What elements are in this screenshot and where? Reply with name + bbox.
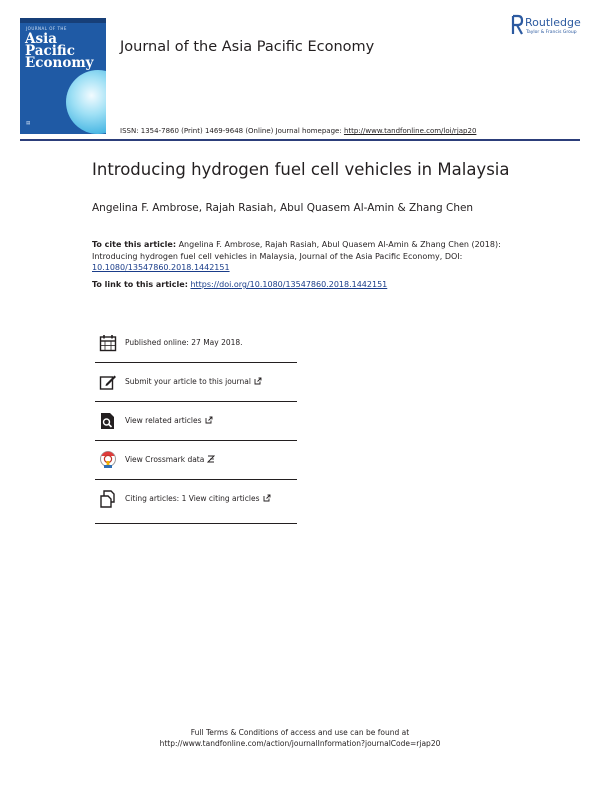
citing-articles-row[interactable]	[95, 479, 297, 524]
issn-text: ISSN: 1354-7860 (Print) 1469-9648 (Online) Journal homepage:	[120, 127, 344, 135]
article-doi-link[interactable]: https://doi.org/10.1080/13547860.2018.1442151	[190, 280, 388, 289]
routledge-logo-icon	[510, 14, 524, 36]
submit-article-row[interactable]	[95, 362, 297, 402]
article-title: Introducing hydrogen fuel cell vehicles in Malaysia	[92, 160, 510, 179]
footer-terms-link[interactable]: http://www.tandfonline.com/action/journalInformation?journalCode=rjap20	[159, 739, 441, 748]
related-articles-link[interactable]	[125, 416, 213, 425]
cover-top-bar	[20, 18, 106, 23]
journal-title: Journal of the Asia Pacific Economy	[120, 39, 375, 55]
external-link-icon	[205, 416, 213, 424]
crossmark-external-icon	[207, 455, 215, 463]
footer-line1: Full Terms & Conditions of access and use can be found at	[190, 728, 410, 737]
cover-globe-graphic	[66, 70, 106, 134]
citation-block	[92, 239, 502, 274]
issn-line	[120, 127, 476, 135]
external-link-icon	[263, 494, 271, 502]
published-online-row	[95, 323, 297, 363]
article-authors: Angelina F. Ambrose, Rajah Rasiah, Abul Quasem Al-Amin & Zhang Chen	[92, 202, 474, 214]
external-link-icon	[254, 377, 262, 385]
calendar-icon	[99, 334, 117, 352]
header-divider	[20, 139, 580, 141]
crossmark-row[interactable]	[95, 440, 297, 480]
submit-article-link[interactable]	[125, 377, 262, 386]
cover-name-line1: Asia Pacific	[25, 31, 75, 59]
cover-publisher-mark: ▤	[26, 121, 31, 126]
submit-article-label[interactable]: Submit your article to this journal	[125, 377, 251, 386]
crossmark-icon	[99, 451, 117, 469]
citing-articles-label[interactable]: Citing articles: 1 View citing articles	[125, 494, 260, 503]
journal-homepage-link[interactable]: http://www.tandfonline.com/loi/rjap20	[343, 127, 477, 135]
cover-name-line2: Economy	[25, 55, 94, 71]
cover-journal-name	[25, 33, 105, 69]
search-document-icon	[99, 412, 117, 430]
copy-documents-icon	[99, 490, 117, 508]
cite-doi-link[interactable]: 10.1080/13547860.2018.1442151	[92, 263, 230, 272]
related-articles-label[interactable]: View related articles	[125, 416, 202, 425]
publisher-name: Routledge	[525, 16, 581, 29]
terms-footer	[0, 727, 600, 749]
article-link-line	[92, 280, 387, 289]
cite-label: To cite this article:	[92, 240, 177, 249]
crossmark-link[interactable]	[125, 455, 215, 464]
publisher-subtitle: Taylor & Francis Group	[526, 30, 577, 35]
related-articles-row[interactable]	[95, 401, 297, 441]
cite-text: Angelina F. Ambrose, Rajah Rasiah, Abul Quasem Al-Amin & Zhang Chen (2018): Introducing hydrogen fuel cell vehicles in Malaysia, Journal of the Asia Pacific Economy, DOI:	[92, 240, 501, 261]
link-label: To link to this article:	[92, 280, 188, 289]
published-online-label: Published online: 27 May 2018.	[125, 338, 243, 347]
journal-cover	[20, 18, 106, 134]
cover-journal-pre: JOURNAL OF THE	[26, 26, 67, 31]
citing-articles-link[interactable]	[125, 494, 271, 503]
edit-icon	[99, 373, 117, 391]
crossmark-label[interactable]: View Crossmark data	[125, 455, 205, 464]
